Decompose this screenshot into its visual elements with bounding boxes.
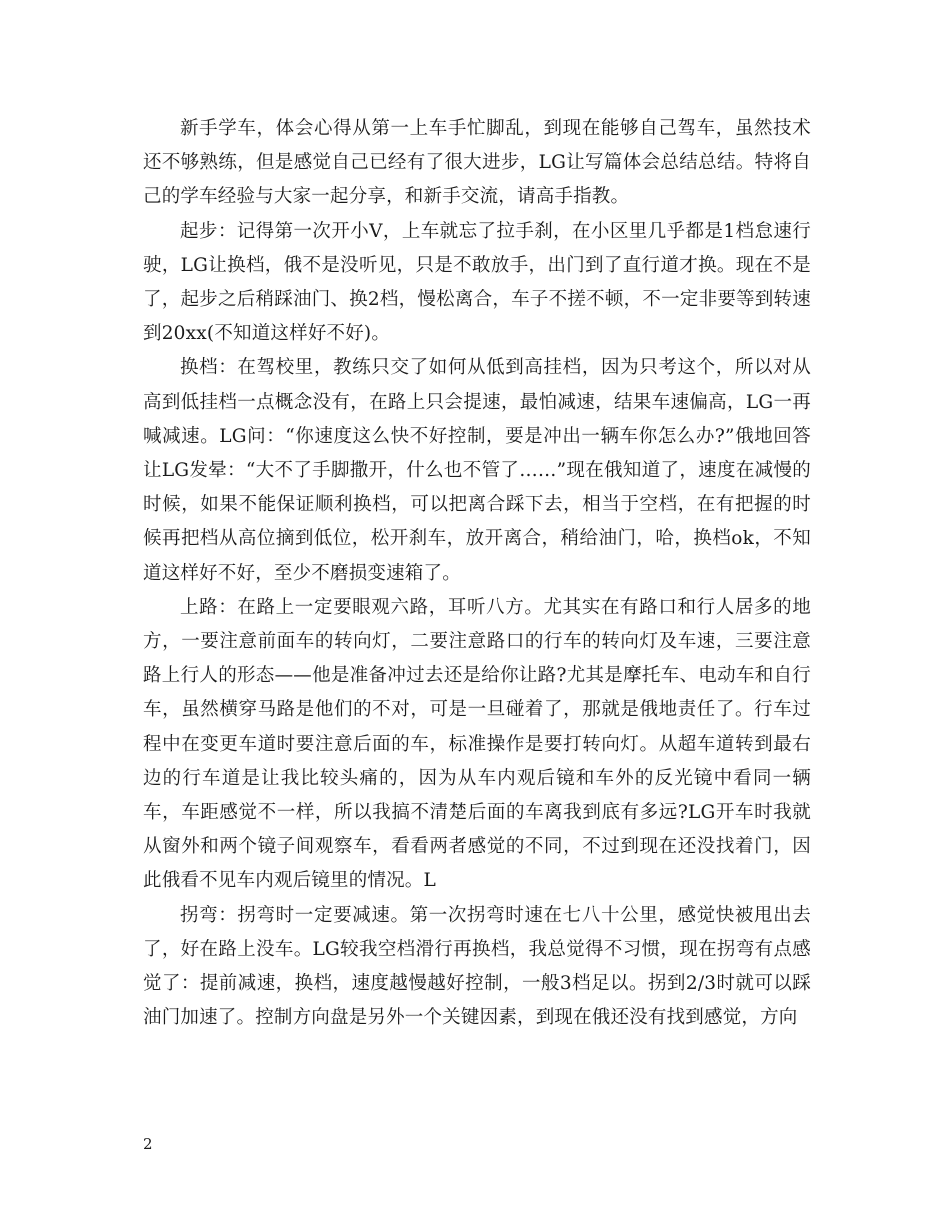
paragraph-intro: 新手学车，体会心得从第一上车手忙脚乱，到现在能够自己驾车，虽然技术还不够熟练，但是感觉自己已经有了很大进步，LG让写篇体会总结总结。特将自己的学车经验与大家一起分享，和新手交流，请高手指教。 <box>143 118 811 208</box>
paragraph-on-road: 上路：在路上一定要眼观六路，耳听八方。尤其实在有路口和行人居多的地方，一要注意前面车的转向灯，二要注意路口的行车的转向灯及车速，三要注意路上行人的形态——他是准备冲过去还是给你让路?尤其是摩托车、电动车和自行车，虽然横穿马路是他们的不对，可是一旦碰着了，那就是俄地责任了。行车过程中在变更车道时要注意后面的车，标准操作是要打转向灯。从超车道转到最右边的行车道是让我比较头痛的，因为从车内观后镜和车外的反光镜中看同一辆车，车距感觉不一样，所以我搞不清楚后面的车离我到底有多远?LG开车时我就从窗外和两个镜子间观察车，看看两者感觉的不同，不过到现在还没找着门，因此俄看不见车内观后镜里的情况。L <box>143 596 811 892</box>
paragraph-starting: 起步：记得第一次开小V，上车就忘了拉手刹，在小区里几乎都是1档怠速行驶，LG让换档，俄不是没听见，只是不敢放手，出门到了直行道才换。现在不是了，起步之后稍踩油门、换2档，慢松离合，车子不搓不顿，不一定非要等到转速到20xx(不知道这样好不好)。 <box>143 220 811 345</box>
paragraph-turning: 拐弯：拐弯时一定要减速。第一次拐弯时速在七八十公里，感觉快被甩出去了，好在路上没车。LG较我空档滑行再换档，我总觉得不习惯，现在拐弯有点感觉了：提前减速，换档，速度越慢越好控制，一般3档足以。拐到2/3时就可以踩油门加速了。控制方向盘是另外一个关键因素，到现在俄还没有找到感觉，方向 <box>143 904 811 1029</box>
page-number: 2 <box>143 1135 153 1153</box>
paragraph-shifting: 换档：在驾校里，教练只交了如何从低到高挂档，因为只考这个，所以对从高到低挂档一点概念没有，在路上只会提速，最怕减速，结果车速偏高，LG一再喊减速。LG问：“你速度这么快不好控制，要是冲出一辆车你怎么办?”俄地回答让LG发晕：“大不了手脚撒开，什么也不管了……”现在俄知道了，速度在减慢的时候，如果不能保证顺利换档，可以把离合踩下去，相当于空档，在有把握的时候再把档从高位摘到低位，松开刹车，放开离合，稍给油门，哈，换档ok，不知道这样好不好，至少不磨损变速箱了。 <box>143 357 811 584</box>
document-body <box>143 112 811 1035</box>
